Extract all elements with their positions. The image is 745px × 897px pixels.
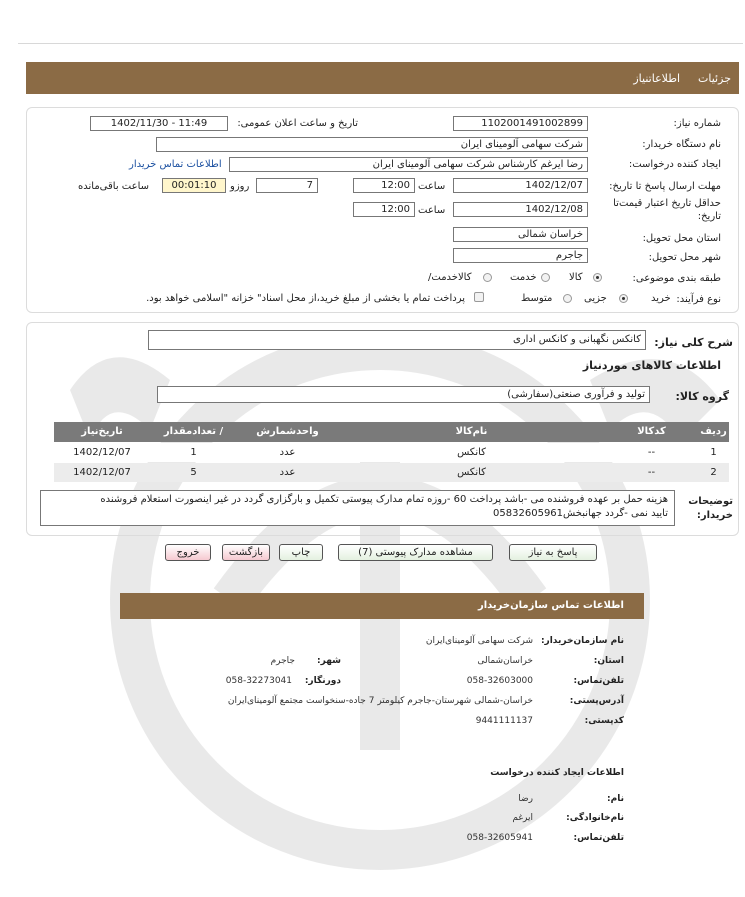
process-small-radio[interactable]: [619, 294, 628, 303]
creator-name: رضا: [518, 794, 533, 804]
notes-line-2: تایید نمی -گردد جهانبخش05832605961: [493, 508, 668, 519]
cell-row: 2: [710, 467, 717, 478]
buyer-org-label: نام دستگاه خریدار:: [642, 139, 721, 150]
creator-phone: 058-32605941: [466, 833, 533, 843]
category-both-radio[interactable]: [483, 273, 492, 282]
col-code: کدکالا: [605, 422, 698, 442]
validity-date-field: 1402/12/08: [453, 202, 588, 217]
cell-row: 1: [710, 447, 717, 458]
payment-note: پرداخت تمام یا بخشی از مبلغ خرید،از محل اسناد" خزانه "اسلامی خواهد بود.: [146, 293, 465, 304]
cell-code: --: [647, 447, 656, 458]
contact-city-label: شهر:: [317, 656, 341, 666]
tab-need-info[interactable]: اطلاعاتنیاز: [633, 71, 681, 85]
back-button[interactable]: بازگشت: [222, 544, 270, 561]
cell-date: 1402/12/07: [73, 467, 131, 478]
province-label: استان محل تحویل:: [642, 233, 721, 244]
need-number-field: 1102001491002899: [453, 116, 588, 131]
days-field: 7: [256, 178, 318, 193]
validity-time-label: ساعت: [418, 205, 446, 216]
print-button[interactable]: چاپ: [279, 544, 323, 561]
cell-unit: عدد: [279, 447, 296, 458]
cell-name: کانکس: [457, 447, 486, 458]
category-goods-radio[interactable]: [593, 273, 602, 282]
creator-family: ایرغم: [512, 813, 533, 823]
remaining-time-field: 00:01:10: [162, 178, 226, 193]
group-field: تولید و فرآوری صنعتی(سفارشی): [157, 386, 650, 403]
col-row: ردیف: [698, 422, 729, 442]
city-label: شهر محل تحویل:: [648, 252, 721, 263]
contact-postal-label: کدپستی:: [584, 716, 624, 726]
category-goods-label: کالا: [569, 272, 583, 283]
remaining-label: ساعت باقی‌مانده: [78, 181, 150, 192]
cell-date: 1402/12/07: [73, 447, 131, 458]
creator-label: ایجاد کننده درخواست:: [628, 159, 721, 170]
process-medium-radio[interactable]: [563, 294, 572, 303]
deadline-time-label: ساعت: [418, 181, 446, 192]
creator-field: رضا ایرغم کارشناس شرکت سهامی آلومینای ایران: [229, 157, 588, 172]
cell-qty: 1: [190, 447, 197, 458]
creator-section-title: اطلاعات ایجاد کننده درخواست: [490, 768, 624, 778]
announce-label: تاریخ و ساعت اعلان عمومی:: [237, 118, 358, 129]
contact-phone-label: تلفن‌تماس:: [573, 676, 624, 686]
col-name: نام‌کالا: [338, 422, 605, 442]
col-qty: تعدادمقدار /: [150, 422, 237, 442]
city-field: جاجرم: [453, 248, 588, 263]
province-field: خراسان شمالی: [453, 227, 588, 242]
contact-province-label: استان:: [593, 656, 624, 666]
notes-field: [40, 490, 675, 526]
announce-field: 1402/11/30 - 11:49: [90, 116, 228, 131]
contact-phone: 058-32603000: [466, 676, 533, 686]
notes-line-1: هزینه حمل بر عهده فروشنده می -باشد پرداخت 60 -روزه تمام مدارک پیوستی تکمیل و بارگزاری گردد در غیر اینصورت استعلام فروشنده: [100, 494, 668, 505]
contact-address: خراسان-شمالی شهرستان-جاجرم کیلومتر 7 جاده-سنخواست مجتمع آلومینای‌ایران: [227, 696, 533, 706]
days-label: روزو: [230, 181, 250, 192]
reply-button[interactable]: پاسخ به نیاز: [509, 544, 597, 561]
goods-info-title: اطلاعات کالاهای موردنیاز: [582, 359, 721, 372]
tab-details[interactable]: جزئیات: [698, 71, 731, 85]
process-buy-label: خرید: [651, 293, 671, 304]
creator-phone-label: تلفن‌تماس:: [573, 833, 624, 843]
top-divider: [18, 43, 743, 44]
cell-qty: 5: [190, 467, 197, 478]
deadline-label: مهلت ارسال پاسخ تا تاریخ:: [609, 181, 721, 192]
contact-city: جاجرم: [270, 656, 295, 666]
buyer-contact-link[interactable]: اطلاعات تماس خریدار: [129, 159, 222, 170]
summary-label: شرح کلی نیاز:: [654, 336, 733, 349]
contact-section-title: اطلاعات تماس سازمان‌خریدار: [120, 593, 644, 619]
notes-label-1: توضیحات: [688, 496, 733, 507]
exit-button[interactable]: خروج: [165, 544, 211, 561]
cell-name: کانکس: [457, 467, 486, 478]
buyer-org-field: شرکت سهامی آلومینای ایران: [156, 137, 588, 152]
process-small-label: جزیی: [584, 293, 607, 304]
cell-unit: عدد: [279, 467, 296, 478]
category-label: طبقه بندی موضوعی:: [632, 273, 721, 284]
treasury-checkbox[interactable]: [474, 292, 484, 302]
contact-province: خراسان‌شمالی: [477, 656, 533, 666]
need-number-label: شماره نیاز:: [673, 118, 721, 129]
validity-label-1: حداقل تاریخ اعتبار قیمت‌تا: [613, 198, 721, 209]
header-bar: [26, 62, 739, 94]
attachments-button[interactable]: مشاهده مدارک پیوستی (7): [338, 544, 493, 561]
contact-address-label: آدرس‌پستی:: [569, 696, 624, 706]
validity-time-field: 12:00: [353, 202, 415, 217]
creator-family-label: نام‌خانوادگی:: [566, 813, 624, 823]
deadline-date-field: 1402/12/07: [453, 178, 588, 193]
contact-org-label: نام سازمان‌خریدار:: [540, 636, 624, 646]
contact-org: شرکت سهامی آلومینای‌ایران: [425, 636, 533, 646]
col-date: تاریخ‌نیاز: [54, 422, 150, 442]
deadline-time-field: 12:00: [353, 178, 415, 193]
validity-label-2: تاریخ:: [697, 211, 721, 222]
creator-name-label: نام:: [607, 794, 624, 804]
category-service-radio[interactable]: [541, 273, 550, 282]
cell-code: --: [647, 467, 656, 478]
group-label: گروه کالا:: [675, 390, 729, 403]
contact-fax-label: دورنگار:: [304, 676, 341, 686]
summary-field: کانکس نگهبانی و کانکس اداری: [148, 330, 646, 350]
notes-label-2: خریدار:: [696, 510, 733, 521]
contact-fax: 058-32273041: [225, 676, 292, 686]
category-both-label: /کالاخدمت: [428, 272, 472, 283]
category-service-label: خدمت: [510, 272, 537, 283]
contact-postal: 9441111137: [475, 716, 533, 726]
process-label: نوع فرآیند:: [676, 294, 721, 305]
col-unit: واحدشمارش: [237, 422, 338, 442]
process-medium-label: متوسط: [521, 293, 553, 304]
